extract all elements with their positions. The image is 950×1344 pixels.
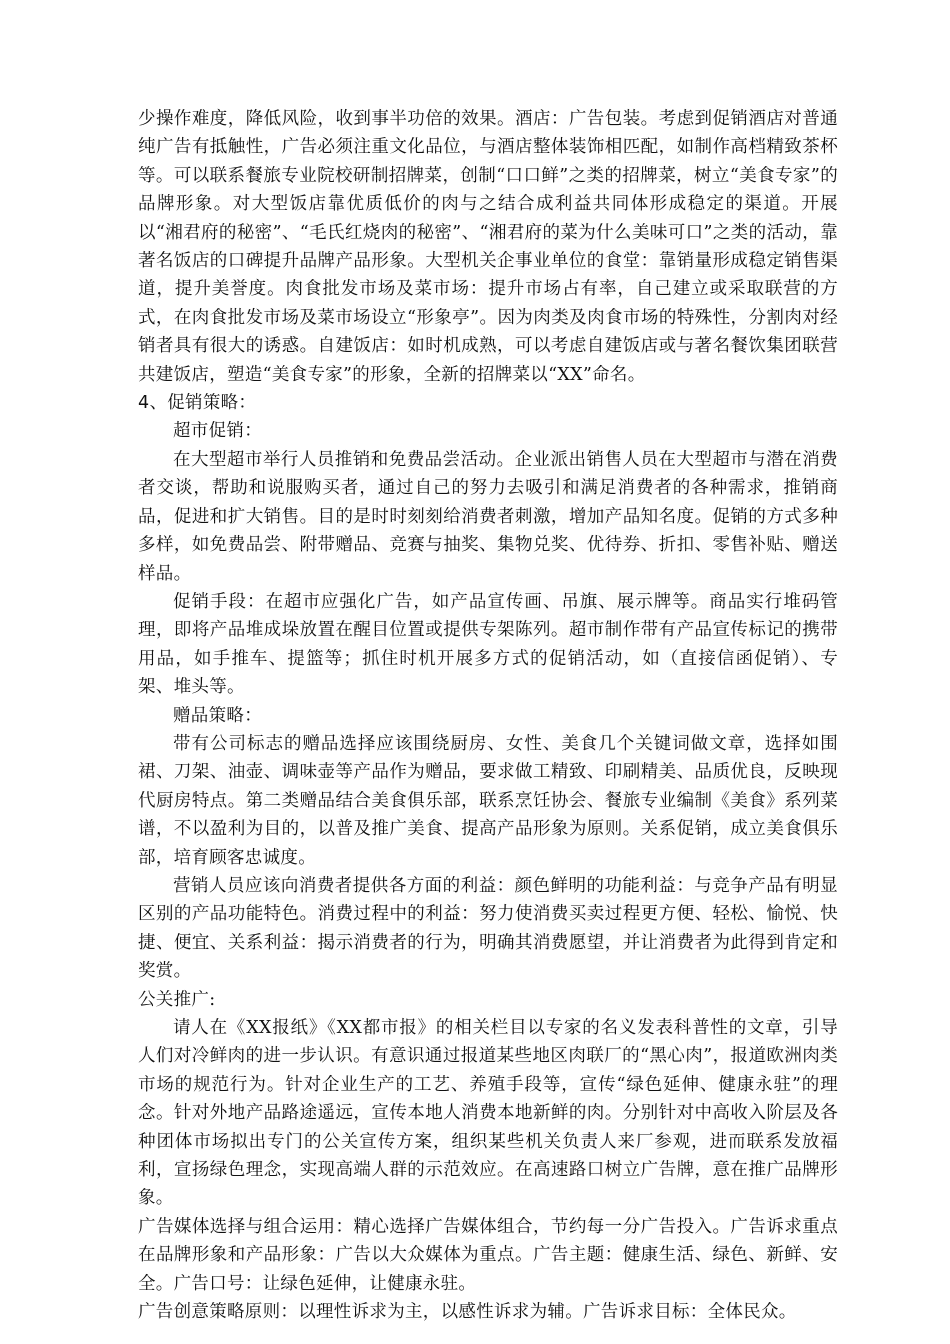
paragraph-benefits: 营销人员应该向消费者提供各方面的利益：颜色鲜明的功能利益：与竞争产品有明显区别的产品功能特色。消费过程中的利益：努力使消费买卖过程更方便、轻松、愉悦、快捷、便宜、关系利益：揭示消费者的行为，明确其消费愿望，并让消费者为此得到肯定和奖赏。 — [138, 875, 838, 982]
paragraph-public-relations: 请人在《XX报纸》《XX都市报》的相关栏目以专家的名义发表科普性的文章，引导人们对冷鲜肉的进一步认识。有意识通过报道某些地区肉联厂的“黑心肉”，报道欧洲肉类市场的规范行为。针对企业生产的工艺、养殖手段等，宣传“绿色延伸、健康永驻”的理念。针对外地产品路途遥远，宣传本地人消费本地新鲜的肉。分别针对中高收入阶层及各种团体市场拟出专门的公关宣传方案，组织某些机关负责人来厂参观，进而联系发放福利，宣扬绿色理念，实现高端人群的示范效应。在高速路口树立广告牌，意在推广品牌形象。 — [138, 1018, 838, 1209]
document-body — [138, 105, 838, 1326]
section-heading-promotion — [138, 389, 838, 417]
section-number: 4 — [138, 393, 150, 414]
paragraph-media: 广告媒体选择与组合运用：精心选择广告媒体组合，节约每一分广告投入。广告诉求重点在品牌形象和产品形象：广告以大众媒体为重点。广告主题：健康生活、绿色、新鲜、安全。广告口号：让绿色延伸，让健康永驻。 — [138, 1216, 838, 1294]
paragraph-supermarket: 在大型超市举行人员推销和免费品尝活动。企业派出销售人员在大型超市与潜在消费者交谈，帮助和说服购买者，通过自己的努力去吸引和满足消费者的各种需求，推销商品，促进和扩大销售。目的是时时刻刻给消费者刺激，增加产品知名度。促销的方式多种多样，如免费品尝、附带赠品、竞赛与抽奖、集物兑奖、优待券、折扣、零售补贴、赠送样品。 — [138, 449, 838, 584]
paragraph-creative: 广告创意策略原则：以理性诉求为主，以感性诉求为辅。广告诉求目标：全体民众。 — [138, 1302, 797, 1323]
subheading-supermarket: 超市促销： — [173, 421, 262, 442]
section-title: 、促销策略： — [149, 393, 257, 414]
subheading-public-relations: 公关推广: — [138, 989, 216, 1010]
subheading-gift: 赠品策略： — [173, 705, 262, 726]
paragraph-gift: 带有公司标志的赠品选择应该围绕厨房、女性、美食几个关键词做文章，选择如围裙、刀架、油壶、调味壶等产品作为赠品，要求做工精致、印刷精美、品质优良，反映现代厨房特点。第二类赠品结合美食俱乐部，联系烹饪协会、餐旅专业编制《美食》系列菜谱，不以盈利为目的，以普及推广美食、提高产品形象为原则。关系促销，成立美食俱乐部，培育顾客忠诚度。 — [138, 733, 838, 868]
paragraph-promotion-means: 促销手段：在超市应强化广告，如产品宣传画、吊旗、展示牌等。商品实行堆码管理，即将产品堆成垛放置在醒目位置或提供专架陈列。超市制作带有产品宣传标记的携带用品，如手推车、提篮等；抓住时机开展多方式的促销活动，如（直接信函促销）、专架、堆头等。 — [138, 591, 838, 698]
paragraph-channels: 少操作难度，降低风险，收到事半功倍的效果。酒店：广告包装。考虑到促销酒店对普通纯广告有抵触性，广告必须注重文化品位，与酒店整体装饰相匹配，如制作高档精致茶杯等。可以联系餐旅专业院校研制招牌菜，创制“口口鲜”之类的招牌菜，树立“美食专家”的品牌形象。对大型饭店靠优质低价的肉与之结合成利益共同体形成稳定的渠道。开展以“湘君府的秘密”、“毛氏红烧肉的秘密”、“湘君府的菜为什么美味可口”之类的活动，靠著名饭店的口碑提升品牌产品形象。大型机关企事业单位的食堂：靠销量形成稳定销售渠道，提升美誉度。肉食批发市场及菜市场：提升市场占有率，自己建立或采取联营的方式，在肉食批发市场及菜市场设立“形象亭”。因为肉类及肉食市场的特殊性，分割肉对经销者具有很大的诱惑。自建饭店：如时机成熟，可以考虑自建饭店或与著名餐饮集团联营共建饭店，塑造“美食专家”的形象，全新的招牌菜以“XX”命名。 — [138, 109, 838, 385]
